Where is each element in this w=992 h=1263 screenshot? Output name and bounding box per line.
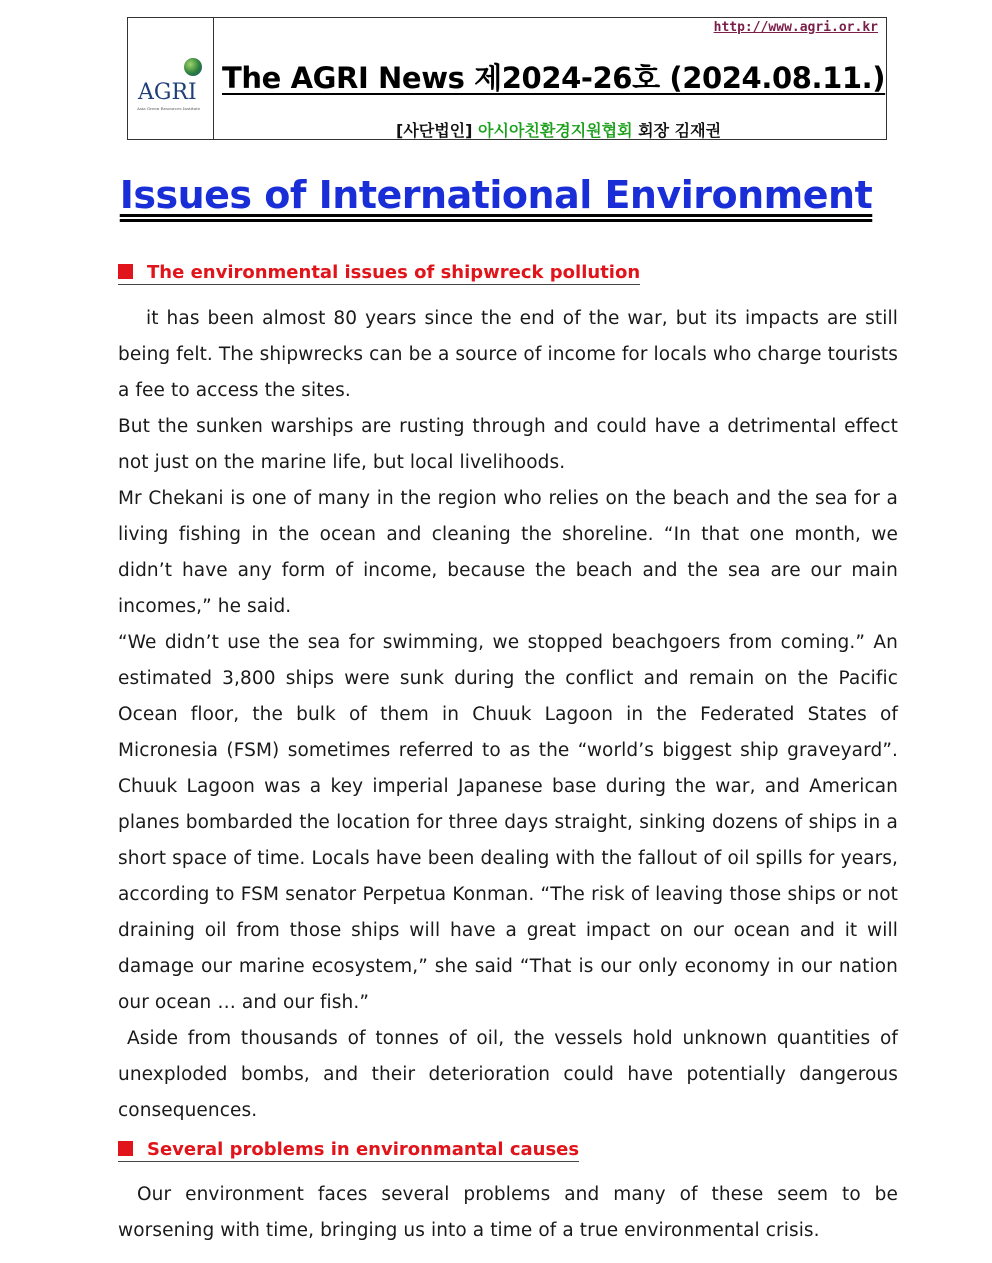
issue-title: The AGRI News 제2024-26호 (2024.08.11.)	[222, 61, 886, 95]
website-link[interactable]: http://www.agri.or.kr	[713, 20, 878, 35]
paragraph: Mr Chekani is one of many in the region who relies on the beach and the sea for a living fishing in the ocean and cleaning the shoreline. “In that one month, we didn’t have any form of income, because the beach and the sea are our main incomes,” he said.	[118, 488, 898, 617]
paragraph: “We didn’t use the sea for swimming, we stopped beachgoers from coming.” An estimated 3,800 ships were sunk during the conflict and remain on the Pacific Ocean floor, the bulk of them in Chuuk Lagoon in the Federated States of Micronesia (FSM) sometimes referred to as the “world’s biggest ship graveyard”. Chuuk Lagoon was a key imperial Japanese base during the war, and American planes bombarded the location for three days straight, sinking dozens of ships in a short space of time. Locals have been dealing with the fallout of oil spills for years, according to FSM senator Perpetua Konman. “The risk of leaving those ships or not draining oil from those ships will have a great impact on our ocean and it will damage our marine ecosystem,” she said “That is our only economy in our nation our ocean … and our fish.”	[118, 632, 898, 1013]
section-heading-text: Several problems in environmantal causes	[147, 1139, 580, 1160]
red-square-icon	[118, 264, 133, 279]
paragraph: it has been almost 80 years since the end of the war, but its impacts are still being felt. The shipwrecks can be a source of income for locals who charge tourists a fee to access the sites.	[118, 308, 898, 401]
section-heading-text: The environmental issues of shipwreck pollution	[147, 262, 641, 283]
org-president: 회장 김재권	[638, 121, 722, 140]
section-body-shipwreck	[118, 301, 898, 1129]
paragraph: But the sunken warships are rusting through and could have a detrimental effect not just on the marine life, but local livelihoods.	[118, 416, 898, 473]
paragraph: Aside from thousands of tonnes of oil, the vessels hold unknown quantities of unexploded bombs, and their deterioration could have potentially dangerous consequences.	[118, 1028, 898, 1121]
red-square-icon	[118, 1141, 133, 1156]
newsletter-header	[127, 17, 887, 140]
globe-icon	[184, 58, 202, 76]
paragraph: Our environment faces several problems and many of these seem to be worsening with time, bringing us into a time of a true environmental crisis.	[118, 1184, 898, 1241]
section-heading-shipwreck	[118, 262, 640, 285]
page-title: Issues of International Environment	[119, 173, 873, 217]
logo-cell	[128, 18, 214, 139]
section-body-problems	[118, 1177, 898, 1249]
page-title-wrap	[0, 173, 992, 217]
logo-subtitle: Asia Green Resources Institute	[137, 106, 201, 111]
organization-line	[396, 118, 721, 141]
org-name: 아시아친환경지원협회	[478, 121, 633, 140]
agri-logo: AGRI	[138, 80, 197, 105]
section-heading-problems	[118, 1139, 579, 1162]
org-prefix: [사단법인]	[396, 121, 473, 140]
